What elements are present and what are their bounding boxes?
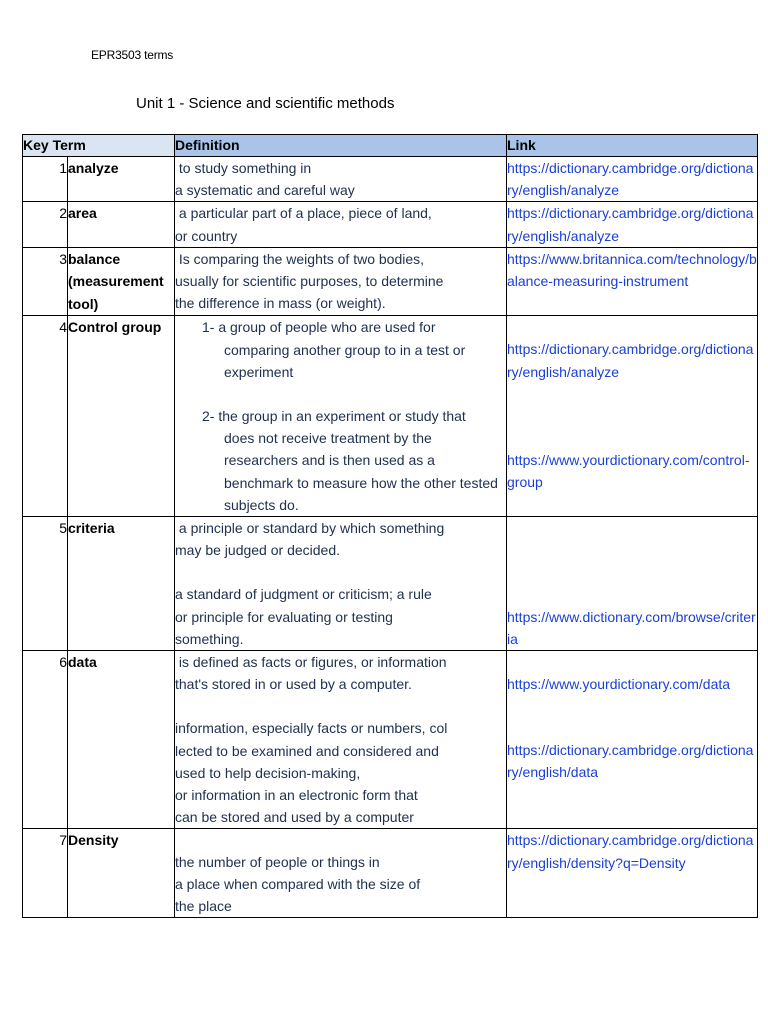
definition-line: that's stored in or used by a computer. [175,676,412,693]
key-term: Density [68,829,175,918]
table-row [23,829,758,918]
definition-line: a place when compared with the size of [175,875,421,892]
row-number: 6 [23,650,68,828]
definition-line: a standard of judgment or criticism; a rule [175,586,432,603]
table-row [23,157,758,202]
document-id: EPR3503 terms [91,48,174,62]
link-cell [507,247,758,316]
link-cell [507,829,758,918]
definition-line: can be stored and used by a computer [175,809,414,826]
definition-line: a principle or standard by which something [175,519,445,536]
key-term: Control group [68,316,175,517]
row-number: 3 [23,247,68,316]
link-cell [507,157,758,202]
reference-link[interactable]: https://www.dictionary.com/browse/criteria [507,608,756,647]
row-number: 7 [23,829,68,918]
definition-line: may be judged or decided. [175,542,340,559]
header-link: Link [507,135,758,157]
definition [175,247,507,316]
definition-line: to study something in [175,160,312,176]
definition-line: lected to be examined and considered and [175,742,439,759]
table-row [23,202,758,247]
definition [175,316,507,517]
reference-link[interactable]: https://dictionary.cambridge.org/dictionary/english/analyze [507,160,754,199]
row-number: 1 [23,157,68,202]
key-term: data [68,650,175,828]
definition-line: or country [175,227,238,244]
reference-link[interactable]: https://www.yourdictionary.com/data [507,675,731,692]
header-key-term: Key Term [23,135,175,157]
reference-link[interactable]: https://www.britannica.com/technology/balance-measuring-instrument [507,250,757,290]
table-row [23,650,758,828]
table-header-row [23,135,758,157]
definition-item: 2- the group in an experiment or study that does not receive treatment by the researchers and is then used as a benchmark to measure how the other tested subjects do. [202,407,498,513]
terms-table [22,134,758,918]
definition-line: the difference in mass (or weight). [175,295,386,312]
definition-line: the number of people or things in [175,853,380,870]
definition [175,516,507,650]
key-term: area [68,202,175,247]
definition [175,829,507,918]
link-cell [507,650,758,828]
key-term: analyze [68,157,175,202]
reference-link[interactable]: https://dictionary.cambridge.org/dictionary/english/analyze [507,341,754,380]
table-row [23,316,758,517]
definition-line: used to help decision-making, [175,764,361,781]
link-cell [507,202,758,247]
table-row [23,516,758,650]
definition-line: is defined as facts or figures, or information [175,653,447,670]
key-term: balance (measurement tool) [68,247,175,316]
definition-line: or information in an electronic form that [175,786,418,803]
header-definition: Definition [175,135,507,157]
definition-line: usually for scientific purposes, to determine [175,273,444,290]
row-number: 4 [23,316,68,517]
row-number: 5 [23,516,68,650]
table-row [23,247,758,316]
reference-link[interactable]: https://dictionary.cambridge.org/dictionary/english/density?q=Density [507,832,754,871]
link-cell [507,316,758,517]
reference-link[interactable]: https://www.yourdictionary.com/control-group [507,451,750,490]
definition [175,202,507,247]
row-number: 2 [23,202,68,247]
definition-item: 1- a group of people who are used for comparing another group to in a test or experiment [202,319,466,380]
definition [175,650,507,828]
definition-line: a systematic and careful way [175,182,355,199]
definition [175,157,507,202]
key-term: criteria [68,516,175,650]
definition-line: the place [175,898,232,915]
definition-line: Is comparing the weights of two bodies, [175,250,425,267]
definition-line: information, especially facts or numbers, col [175,720,448,737]
definition-line: a particular part of a place, piece of land, [175,205,432,222]
definition-line: something. [175,630,244,647]
reference-link[interactable]: https://dictionary.cambridge.org/dictionary/english/analyze [507,205,754,244]
page-title: Unit 1 - Science and scientific methods [136,95,395,112]
reference-link[interactable]: https://dictionary.cambridge.org/dictionary/english/data [507,742,754,781]
definition-line: or principle for evaluating or testing [175,608,393,625]
link-cell [507,516,758,650]
